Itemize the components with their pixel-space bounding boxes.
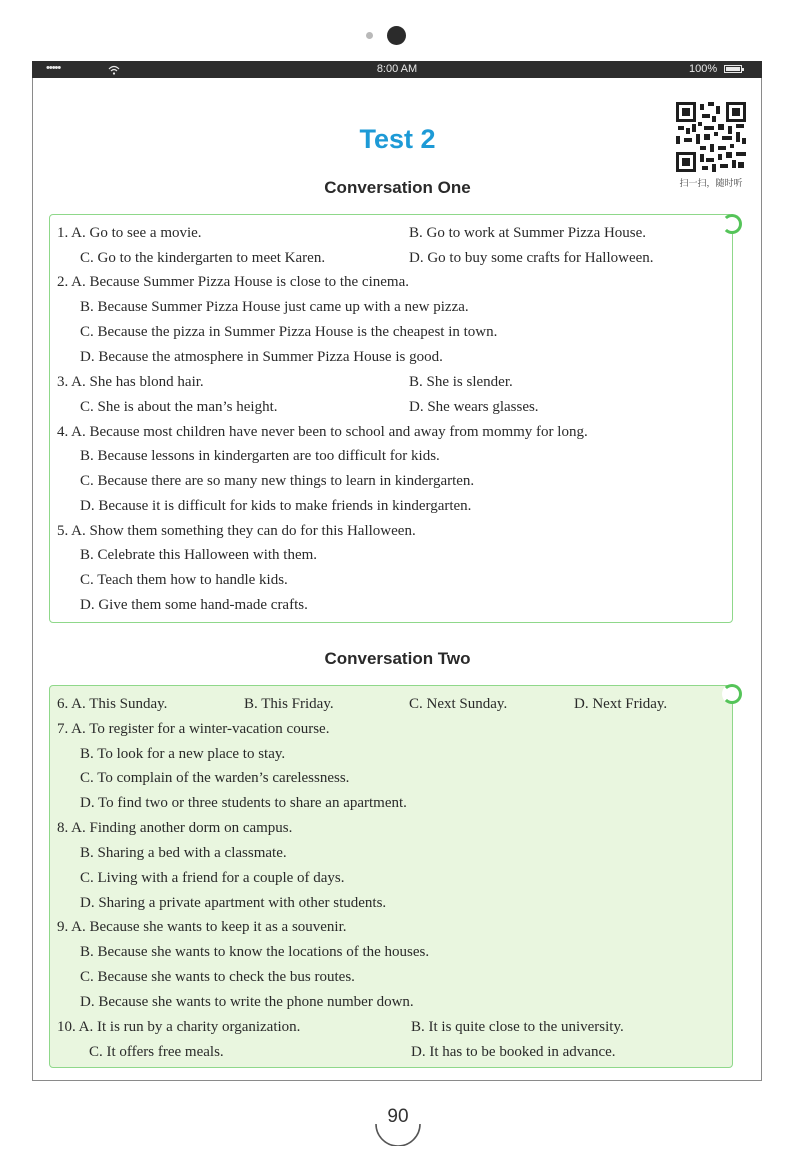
spiral-icon xyxy=(722,684,742,704)
question-line: C. Because she wants to check the bus routes. xyxy=(80,969,355,985)
question-line: D. Go to buy some crafts for Halloween. xyxy=(409,250,654,266)
question-line: B. To look for a new place to stay. xyxy=(80,746,286,762)
status-time: 8:00 AM xyxy=(376,63,418,75)
spiral-icon xyxy=(722,214,742,234)
question-line: B. It is quite close to the university. xyxy=(411,1019,624,1035)
question-line: 6. A. This Sunday. xyxy=(57,696,168,712)
question-line: D. She wears glasses. xyxy=(409,399,539,415)
question-line: C. Go to the kindergarten to meet Karen. xyxy=(80,250,326,266)
qr-code-icon xyxy=(676,102,746,172)
question-line: D. To find two or three students to share an apartment. xyxy=(80,795,407,811)
question-line: D. Sharing a private apartment with other students. xyxy=(80,895,387,911)
question-line: D. Because it is difficult for kids to make friends in kindergarten. xyxy=(80,498,472,514)
question-line: 4. A. Because most children have never been to school and away from mommy for long. xyxy=(57,424,588,440)
question-line: B. Because lessons in kindergarten are too difficult for kids. xyxy=(80,448,440,464)
question-line: B. Because Summer Pizza House just came up with a new pizza. xyxy=(80,299,469,315)
status-bar xyxy=(32,61,762,78)
page-title: Test 2 xyxy=(359,124,436,154)
battery-percent: 100% xyxy=(689,63,718,75)
question-line: C. It offers free meals. xyxy=(89,1044,224,1060)
question-line: C. To complain of the warden’s carelessness. xyxy=(80,770,350,786)
question-line: 8. A. Finding another dorm on campus. xyxy=(57,820,293,836)
question-line: D. Give them some hand-made crafts. xyxy=(80,597,308,613)
question-line: C. Because there are so many new things to learn in kindergarten. xyxy=(80,473,475,489)
battery-icon xyxy=(724,65,742,73)
question-line: D. Next Friday. xyxy=(574,696,668,712)
question-line: 3. A. She has blond hair. xyxy=(57,374,204,390)
question-line: 2. A. Because Summer Pizza House is close to the cinema. xyxy=(57,274,409,290)
question-line: C. Living with a friend for a couple of days. xyxy=(80,870,345,886)
question-line: C. Because the pizza in Summer Pizza House is the cheapest in town. xyxy=(80,324,498,340)
signal-icon: ••••• xyxy=(46,62,61,74)
qr-caption: 扫一扫，随时听 xyxy=(679,179,743,189)
question-line: B. She is slender. xyxy=(409,374,513,390)
question-line: B. Sharing a bed with a classmate. xyxy=(80,845,287,861)
question-line: 10. A. It is run by a charity organization. xyxy=(57,1019,301,1035)
conversation-two-heading: Conversation Two xyxy=(324,649,471,668)
question-line: D. Because she wants to write the phone number down. xyxy=(80,994,414,1010)
question-line: B. Go to work at Summer Pizza House. xyxy=(409,225,647,241)
question-line: D. Because the atmosphere in Summer Pizza House is good. xyxy=(80,349,443,365)
page-number-badge xyxy=(372,1094,424,1146)
camera-dot-small xyxy=(366,32,373,39)
question-line: B. This Friday. xyxy=(244,696,334,712)
question-line: B. Because she wants to know the locations of the houses. xyxy=(80,944,430,960)
question-line: 9. A. Because she wants to keep it as a souvenir. xyxy=(57,919,347,935)
question-line: C. She is about the man’s height. xyxy=(80,399,278,415)
question-line: C. Next Sunday. xyxy=(409,696,508,712)
page-number: 90 xyxy=(387,1106,409,1127)
question-line: D. It has to be booked in advance. xyxy=(411,1044,616,1060)
question-line: B. Celebrate this Halloween with them. xyxy=(80,547,318,563)
question-line: 1. A. Go to see a movie. xyxy=(57,225,202,241)
question-line: 5. A. Show them something they can do for this Halloween. xyxy=(57,523,416,539)
question-line: 7. A. To register for a winter-vacation course. xyxy=(57,721,330,737)
conversation-one-heading: Conversation One xyxy=(324,178,471,197)
camera-dot xyxy=(387,26,406,45)
question-line: C. Teach them how to handle kids. xyxy=(80,572,288,588)
